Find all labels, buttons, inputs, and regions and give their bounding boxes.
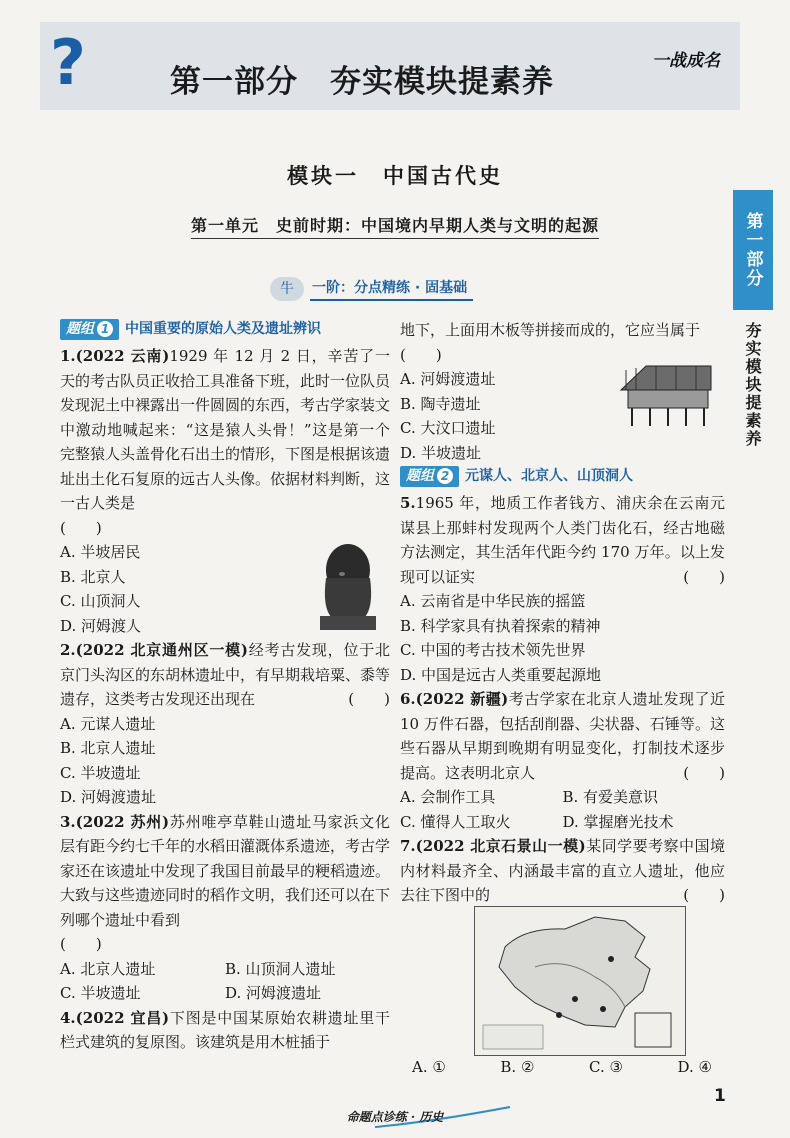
part-title: 第一部分 夯实模块提素养 <box>170 64 554 100</box>
question-source: (2022 云南) <box>75 347 170 365</box>
option-a[interactable]: A. ① <box>412 1058 446 1076</box>
page-number: 1 <box>714 1086 726 1106</box>
options-row-1 <box>400 785 725 810</box>
option-a[interactable]: A. 云南省是中华民族的摇篮 <box>400 592 586 610</box>
group-title: 元谋人、北京人、山顶洞人 <box>465 468 633 485</box>
answer-blank[interactable]: ( ) <box>683 763 725 782</box>
question-text-cont: 地下，上面用木板等拼接而成的，它应当属于 <box>400 321 701 339</box>
option-d[interactable]: D. 河姆渡遗址 <box>60 788 157 806</box>
question-text: 1929 年 12 月 2 日，辛苦了一天的考古队员正收拾工具准备下班，此时一位队员发现泥土中裸露出一件圆圆的东西，考古学家装文中激动地喊起来：“这是猿人头骨！”这是第一个完整猿人头盖骨化石出土的情形，下图是根据该遗址出土化石复原的远古人头像。依据材料判断，这一古人类是 <box>60 347 391 512</box>
option-d[interactable]: D. 半坡遗址 <box>400 443 482 462</box>
option-d[interactable]: D. 中国是远古人类重要起源地 <box>400 665 602 684</box>
group-tag: 题组 2 <box>400 466 459 487</box>
question-text: 某同学要考察中国境内材料最齐全、内涵最丰富的直立人遗址，他应去往下图中的 <box>400 837 725 904</box>
question-7 <box>400 834 725 908</box>
option-a[interactable]: A. 北京人遗址 <box>60 959 156 978</box>
option-b[interactable]: B. 陶寺遗址 <box>400 394 481 413</box>
question-number: 6. <box>400 690 416 708</box>
answer-blank[interactable]: ( ) <box>348 690 390 708</box>
stage-label: 一阶：分点精练 · 固基础 <box>310 277 473 301</box>
group-heading-2 <box>400 465 725 488</box>
question-source: (2022 北京通州区一模) <box>75 641 249 659</box>
option-c[interactable]: C. 半坡遗址 <box>60 984 141 1002</box>
option-c[interactable]: C. 懂得人工取火 <box>400 812 511 831</box>
question-text: 苏州唯亭草鞋山遗址马家浜文化层有距今约七千年的水稻田灌溉体系遗迹，考古学家还在该遗址中发现了我国目前最早的粳稻遗迹。大致与这些遗迹同时的稻作文明，我们还可以在下列哪个遗址中看到 <box>60 812 391 929</box>
option-b[interactable]: B. 山顶洞人遗址 <box>225 959 336 978</box>
question-2 <box>60 638 390 810</box>
question-6 <box>400 687 725 834</box>
options-row-2 <box>400 810 725 835</box>
option-a[interactable]: A. 会制作工具 <box>400 788 496 806</box>
option-a[interactable]: A. 元谋人遗址 <box>60 714 156 733</box>
question-number: 2. <box>60 641 76 659</box>
question-4 <box>60 1006 390 1055</box>
question-text: 经考古发现，位于北京门头沟区的东胡林遗址中，有早期栽培粟、黍等遗存，这类考古发现还出现在 <box>60 641 391 708</box>
ancient-human-head-image <box>312 538 384 630</box>
stilt-house-image <box>616 362 716 428</box>
answer-blank[interactable]: ( ) <box>400 345 442 364</box>
option-a[interactable]: A. 河姆渡遗址 <box>400 370 496 388</box>
footer-text: 命题点诊练 · 历史 <box>346 1110 444 1124</box>
left-column <box>60 318 390 1055</box>
option-b[interactable]: B. 北京人遗址 <box>60 739 156 757</box>
option-a[interactable]: A. 半坡居民 <box>60 543 141 561</box>
question-number: 3. <box>60 812 76 831</box>
question-number: 7. <box>400 837 416 855</box>
group-number: 2 <box>437 468 453 484</box>
question-3 <box>60 810 390 1006</box>
option-c[interactable]: C. 山顶洞人 <box>60 592 141 610</box>
side-subtitle: 夯实模块提素养 <box>743 322 762 448</box>
question-source: (2022 北京石景山一模) <box>415 837 586 855</box>
group-title: 中国重要的原始人类及遗址辨识 <box>125 321 321 338</box>
option-b[interactable]: B. ② <box>500 1058 535 1076</box>
unit-title: 第一单元 史前时期：中国境内早期人类与文明的起源 <box>191 213 599 239</box>
question-text: 1965 年，地质工作者钱方、浦庆余在云南元谋县上那蚌村发现两个人类门齿化石，经古地磁方法测定，其生活年代距今约 170 万年。以上发现可以证实 <box>400 494 725 586</box>
group-number: 1 <box>97 321 113 337</box>
option-d[interactable]: D. ④ <box>677 1058 712 1076</box>
option-d[interactable]: D. 河姆渡遗址 <box>225 984 322 1002</box>
answer-blank[interactable]: ( ) <box>683 567 725 586</box>
option-c[interactable]: C. 中国的考古技术领先世界 <box>400 641 586 659</box>
question-number: 1. <box>60 347 76 365</box>
options-row-2 <box>60 981 390 1006</box>
q7-options <box>412 1058 722 1076</box>
question-text: 下图是中国某原始农耕遗址里干栏式建筑的复原图。该建筑是用木桩插于 <box>60 1008 390 1051</box>
question-text: 考古学家在北京人遗址发现了近 10 万件石器，包括刮削器、尖状器、石锤等。这些石器从早期到晚期有明显变化，打制技术逐步提高。这表明北京人 <box>400 690 725 782</box>
option-c[interactable]: C. 大汶口遗址 <box>400 419 496 437</box>
stage-heading <box>270 278 473 300</box>
side-tab[interactable]: 第一部分 <box>733 190 773 310</box>
question-source: (2022 宜昌) <box>75 1008 170 1027</box>
answer-blank[interactable]: ( ) <box>60 935 102 953</box>
option-b[interactable]: B. 北京人 <box>60 567 126 586</box>
answer-blank[interactable]: ( ) <box>60 518 102 537</box>
china-map-image <box>474 906 686 1056</box>
question-number: 5. <box>400 494 416 512</box>
options-row-1 <box>60 957 390 982</box>
option-d[interactable]: D. 掌握磨光技术 <box>562 812 674 831</box>
brand-logo: 一战成名 <box>652 51 720 71</box>
group-tag: 题组 1 <box>60 319 119 340</box>
unit-title-wrap <box>0 213 790 239</box>
option-d[interactable]: D. 河姆渡人 <box>60 616 142 635</box>
question-mark-logo-icon: ? <box>50 26 86 99</box>
group-heading-1 <box>60 318 390 341</box>
option-c[interactable]: C. 半坡遗址 <box>60 763 141 782</box>
option-b[interactable]: B. 科学家具有执着探索的精神 <box>400 616 601 635</box>
question-number: 4. <box>60 1008 76 1027</box>
option-b[interactable]: B. 有爱美意识 <box>562 788 659 806</box>
question-source: (2022 苏州) <box>75 812 170 831</box>
ox-icon: 牛 <box>270 277 304 301</box>
question-source: (2022 新疆) <box>415 690 509 708</box>
module-title: 模块一 中国古代史 <box>287 163 503 188</box>
question-5 <box>400 491 725 687</box>
answer-blank[interactable]: ( ) <box>683 886 725 904</box>
option-c[interactable]: C. ③ <box>589 1058 623 1076</box>
